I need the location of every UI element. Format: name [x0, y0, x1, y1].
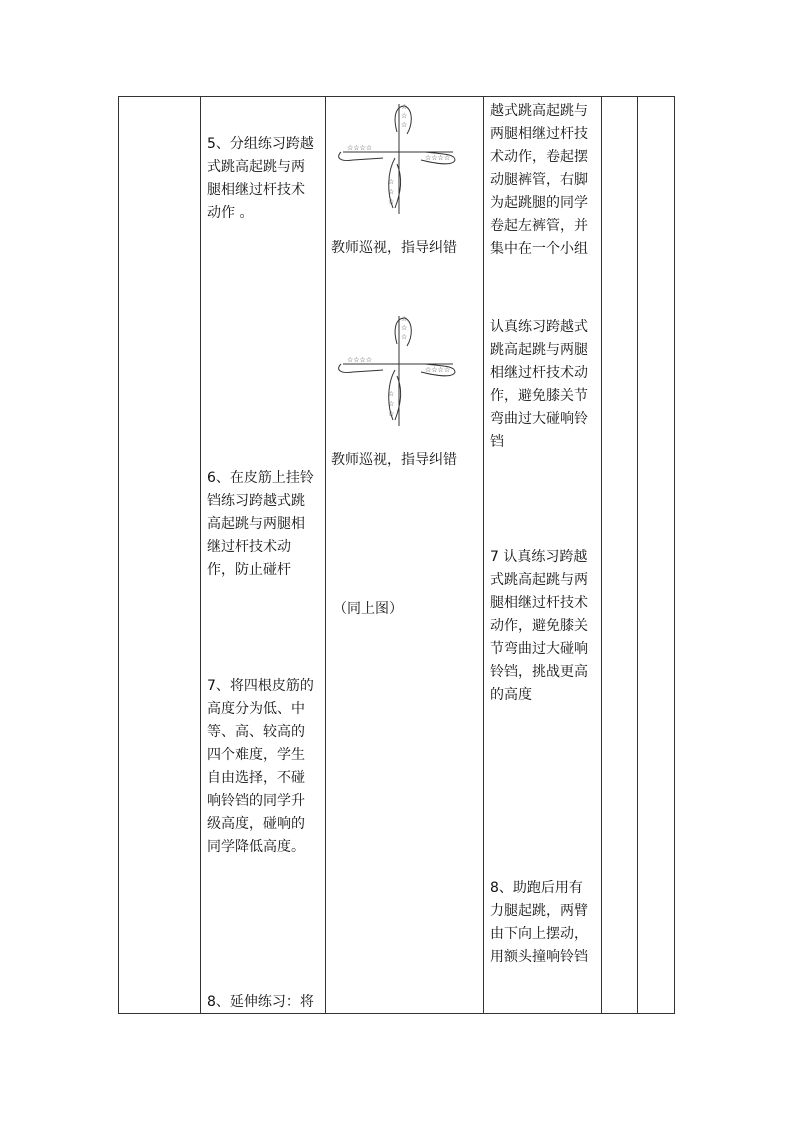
column-divider [601, 97, 602, 1013]
column-divider [483, 97, 484, 1013]
content-item-8: 8、延伸练习：将 [207, 994, 314, 1010]
column-divider [325, 97, 326, 1013]
formation-diagram [333, 310, 463, 430]
svg-text:☆: ☆ [388, 410, 395, 418]
column-divider [200, 97, 201, 1013]
svg-text:☆: ☆ [401, 324, 408, 332]
lesson-plan-table [118, 96, 675, 1014]
student-block-1: 越式跳高起跳与 两腿相继过杆技 术动作，卷起摆 动腿裤管，右脚 为起跳腿的同学 卷起左裤管，并 集中在一个小组 [490, 103, 588, 257]
student-block-2: 认真练习跨越式 跳高起跳与两腿 相继过杆技术动 作，避免膝关节 弯曲过大碰响铃 铛 [490, 319, 588, 450]
content-item-7: 7、将四根皮筋的 高度分为低、中 等、高、较高的 四个难度，学生 自由选择，不碰 响铃铛的同学升 级高度，碰响的 同学降低高度。 [207, 678, 314, 855]
formation-diagram [333, 98, 463, 218]
svg-text:☆: ☆ [401, 121, 408, 129]
student-block-3: 7 认真练习跨越 式跳高起跳与两 腿相继过杆技术 动作，避免膝关 节弯曲过大碰响 铃铛，挑战更高 的高度 [490, 549, 588, 703]
svg-text:☆: ☆ [388, 198, 395, 206]
column-divider [637, 97, 638, 1013]
same-as-above-note: （同上图） [333, 601, 403, 617]
svg-text:☆: ☆ [388, 390, 395, 398]
svg-text:☆: ☆ [388, 400, 395, 408]
svg-text:☆: ☆ [388, 178, 395, 186]
svg-text:☆: ☆ [388, 188, 395, 196]
student-block-4: 8、助跑后用有 力腿起跳，两臂 由下向上摆动， 用额头撞响铃铛 [490, 880, 588, 965]
svg-text:☆☆☆☆: ☆☆☆☆ [425, 154, 451, 162]
svg-text:☆: ☆ [401, 112, 408, 120]
svg-text:☆: ☆ [401, 315, 408, 323]
svg-text:☆☆☆☆: ☆☆☆☆ [347, 144, 373, 152]
svg-text:☆☆☆☆: ☆☆☆☆ [425, 366, 451, 374]
teacher-caption-2: 教师巡视，指导纠错 [331, 452, 457, 468]
svg-text:☆: ☆ [401, 103, 408, 111]
content-item-5: 5、分组练习跨越 式跳高起跳与两 腿相继过杆技术 动作 。 [207, 136, 314, 221]
svg-text:☆☆☆☆: ☆☆☆☆ [347, 356, 373, 364]
content-item-6: 6、在皮筋上挂铃 铛练习跨越式跳 高起跳与两腿相 继过杆技术动 作，防止碰杆 [207, 470, 314, 578]
teacher-caption-1: 教师巡视，指导纠错 [331, 240, 457, 256]
svg-text:☆: ☆ [401, 333, 408, 341]
